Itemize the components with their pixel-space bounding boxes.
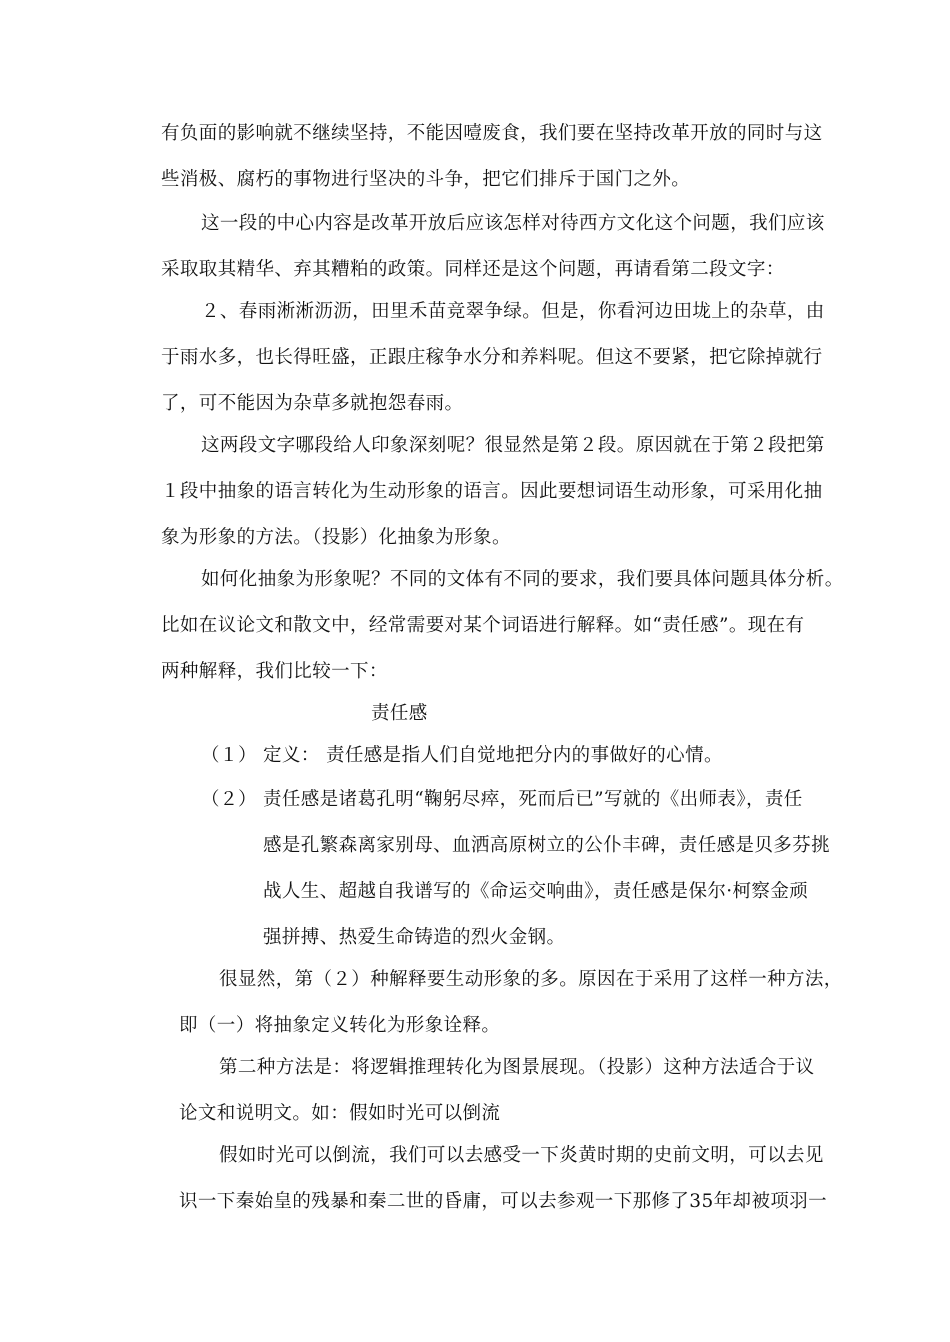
text-line: 识一下秦始皇的残暴和秦二世的昏庸，可以去参观一下那修了35年却被项羽一 — [179, 1191, 828, 1212]
text-line: 比如在议论文和散文中，经常需要对某个词语进行解释。如“责任感”。现在有 — [161, 615, 805, 636]
text-line: 这两段文字哪段给人印象深刻呢？很显然是第２段。原因就在于第２段把第 — [201, 435, 825, 456]
list-item-text: 定义： 责任感是指人们自觉地把分内的事做好的心情。 — [263, 745, 723, 766]
section-heading: 责任感 — [371, 703, 428, 724]
text-line: 于雨水多，也长得旺盛，正跟庄稼争水分和养料呢。但这不要紧，把它除掉就行 — [161, 347, 823, 368]
list-number: （１） — [201, 745, 257, 766]
text-line: 有负面的影响就不继续坚持，不能因噎废食，我们要在坚持改革开放的同时与这 — [161, 123, 823, 144]
list-number: （２） — [201, 789, 257, 810]
list-item-continuation: 强拼搏、热爱生命铸造的烈火金钢。 — [263, 927, 566, 948]
text-line: 这一段的中心内容是改革开放后应该怎样对待西方文化这个问题，我们应该 — [201, 213, 825, 234]
text-line: ２、春雨淅淅沥沥，田里禾苗竞翠争绿。但是，你看河边田垅上的杂草，由 — [201, 301, 825, 322]
text-line: 如何化抽象为形象呢？不同的文体有不同的要求，我们要具体问题具体分析。 — [201, 569, 844, 590]
list-item-continuation: 战人生、超越自我谱写的《命运交响曲》，责任感是保尔·柯察金顽 — [263, 881, 809, 902]
text-line: 些消极、腐朽的事物进行坚决的斗争，把它们排斥于国门之外。 — [161, 169, 691, 190]
text-line: 采取取其精华、弃其糟粕的政策。同样还是这个问题，再请看第二段文字： — [161, 259, 785, 280]
list-item-continuation: 感是孔繁森离家别母、血洒高原树立的公仆丰碑，责任感是贝多芬挑 — [263, 835, 831, 856]
text-line: 论文和说明文。如：假如时光可以倒流 — [179, 1103, 501, 1124]
text-line: 两种解释，我们比较一下： — [161, 661, 388, 682]
text-line: 第二种方法是：将逻辑推理转化为图景展现。（投影）这种方法适合于议 — [219, 1057, 815, 1078]
text-line: 很显然，第（２）种解释要生动形象的多。原因在于采用了这样一种方法， — [219, 969, 843, 990]
text-line: １段中抽象的语言转化为生动形象的语言。因此要想词语生动形象，可采用化抽 — [161, 481, 823, 502]
text-line: 了，可不能因为杂草多就抱怨春雨。 — [161, 393, 464, 414]
text-line: 象为形象的方法。（投影）化抽象为形象。 — [161, 527, 511, 548]
text-line: 即（一）将抽象定义转化为形象诠释。 — [179, 1015, 501, 1036]
text-line: 假如时光可以倒流，我们可以去感受一下炎黄时期的史前文明，可以去见 — [219, 1145, 824, 1166]
list-item-text: 责任感是诸葛孔明“鞠躬尽瘁，死而后已”写就的《出师表》，责任 — [263, 789, 803, 810]
